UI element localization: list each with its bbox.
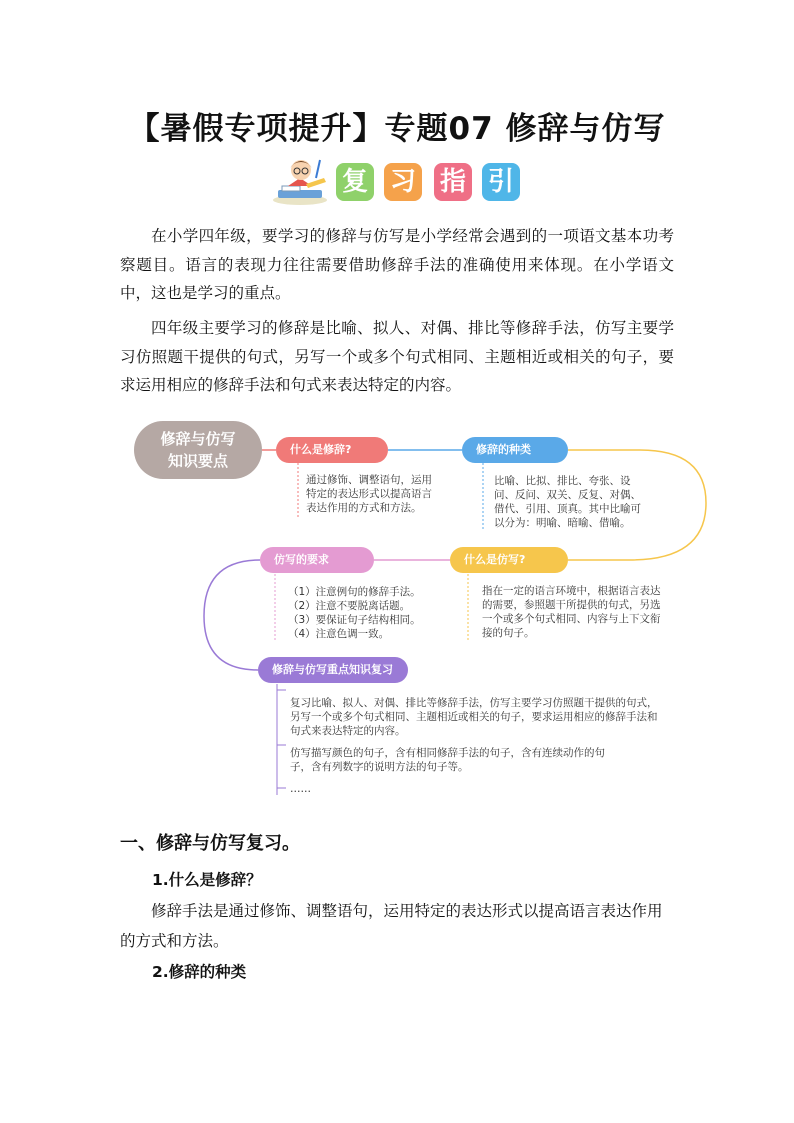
node-what-is-rhetoric-text: 通过修饰、调整语句，运用 特定的表达形式以提高语言 表达作用的方式和方法。: [306, 474, 432, 514]
node-what-is-imitation-text: 指在一定的语言环境中，根据语言表达 的需要，参照题干所提供的句式，另选 一个或多个句式相同、内容与上下文衔 接的句子。: [482, 585, 661, 639]
node-key-review-text-2: 仿写描写颜色的句子，含有相同修辞手法的句子，含有连续动作的句 子，含有列数字的说明方法的句子等。: [290, 747, 605, 773]
section-heading: 一、修辞与仿写复习。: [120, 833, 300, 854]
node-what-is-imitation: 什么是仿写?: [450, 547, 568, 573]
question-2-heading: 2.修辞的种类: [152, 963, 247, 981]
node-imitation-requirements-text: （1）注意例句的修辞手法。 （2）注意不要脱离话题。 （3）要保证句子结构相同。 （4）注意色调一致。: [288, 586, 421, 640]
mindmap-root: [134, 421, 262, 479]
node-what-is-rhetoric: 什么是修辞?: [276, 437, 388, 463]
guide-tile-4: 引: [482, 163, 520, 201]
node-key-review-text-1: 复习比喻、拟人、对偶、排比等修辞手法，仿写主要学习仿照题干提供的句式， 另写一个或多个句式相同、主题相近或相关的句子，要求运用相应的修辞手法和 句式来表达特定的内容。: [290, 697, 658, 737]
node-key-review: 修辞与仿写重点知识复习: [258, 657, 408, 683]
intro-paragraph-2: 四年级主要学习的修辞是比喻、拟人、对偶、排比等修辞手法，仿写主要学习仿照题干提供的句式，另写一个或多个句式相同、主题相近或相关的句子，要求运用相应的修辞手法和句式来表达特定的内容。: [120, 319, 674, 394]
answer-1-paragraph: 修辞手法是通过修饰、调整语句，运用特定的表达形式以提高语言表达作用的方式和方法。: [120, 902, 663, 950]
root-line-1: 修辞与仿写: [160, 430, 236, 448]
node-key-review-ellipsis: ……: [290, 783, 311, 795]
question-1-heading: 1.什么是修辞？: [152, 871, 262, 889]
guide-tile-1: 复: [336, 163, 374, 201]
guide-tile-3: 指: [434, 163, 472, 201]
node-rhetoric-types-text: 比喻、比拟、排比、夸张、设 问、反问、双关、反复、对偶、 借代、引用、顶真。其中比喻可 以分为：明喻、暗喻、借喻。: [494, 475, 641, 529]
node-imitation-requirements: 仿写的要求: [260, 547, 374, 573]
page-title: 【暑假专项提升】专题07 修辞与仿写: [128, 111, 666, 147]
guide-tile-2: 习: [384, 163, 422, 201]
intro-paragraph-1: 在小学四年级，要学习的修辞与仿写是小学经常会遇到的一项语文基本功考察题目。语言的表现力往往需要借助修辞手法的准确使用来体现。在小学语文中，这也是学习的重点。: [120, 227, 674, 302]
root-line-2: 知识要点: [167, 452, 228, 470]
node-rhetoric-types: 修辞的种类: [462, 437, 568, 463]
